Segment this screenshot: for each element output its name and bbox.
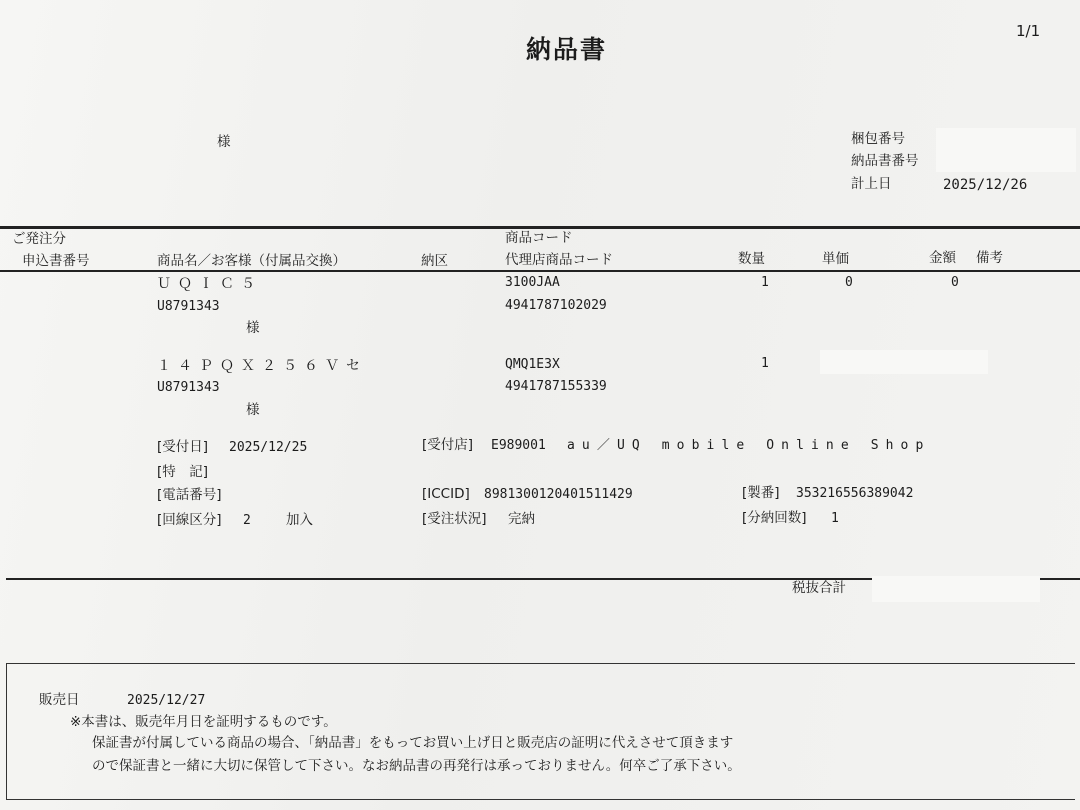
- item-amount: 0: [951, 275, 959, 290]
- iccid-label: [ICCID]: [422, 486, 470, 502]
- unit-price-header: 単価: [822, 251, 849, 267]
- header-bottom-rule: [0, 270, 1080, 272]
- agency-code-header: 代理店商品コード: [505, 252, 613, 268]
- phone-label: [電話番号]: [157, 487, 222, 503]
- item-quantity: 1: [761, 275, 769, 290]
- item-agency-code: 4941787155339: [505, 379, 607, 394]
- header-top-rule: [0, 226, 1080, 229]
- received-store-label: [受付店]: [422, 437, 474, 453]
- posting-date-label: 計上日: [851, 176, 892, 192]
- item-unit-price: 0: [845, 275, 853, 290]
- delivery-area-header: 納区: [421, 253, 448, 269]
- redacted-area: [872, 576, 1040, 602]
- application-number-header: 申込書番号: [22, 253, 90, 269]
- redacted-area: [936, 128, 1076, 172]
- order-status-label: [受注状況]: [422, 511, 487, 527]
- order-type-header: ご発注分: [12, 231, 66, 247]
- customer-honorific: 様: [217, 134, 231, 150]
- received-store-name: au／UQ mobile Online Shop: [567, 438, 931, 453]
- item-product-code: QMQ1E3X: [505, 357, 560, 372]
- product-code-header: 商品コード: [505, 230, 573, 246]
- item-honorific: 様: [246, 320, 260, 336]
- sale-date-label: 販売日: [39, 692, 80, 708]
- installments-value: 1: [831, 511, 839, 526]
- footer-note: ので保証書と一緒に大切に保管して下さい。なお納品書の再発行は承っておりません。何卒ご了承下さい。: [92, 758, 741, 774]
- page-number: 1/1: [1016, 22, 1041, 40]
- serial-value: 353216556389042: [796, 486, 914, 501]
- amount-header: 金額: [929, 250, 956, 266]
- received-date-label: [受付日]: [157, 439, 209, 455]
- notes-label: [特 記]: [157, 464, 209, 480]
- received-date-value: 2025/12/25: [229, 440, 308, 455]
- redacted-area: [820, 350, 988, 374]
- received-store-code: E989001: [491, 438, 546, 453]
- item-product-code: 3100JAA: [505, 275, 560, 290]
- item-quantity: 1: [761, 356, 769, 371]
- remarks-header: 備考: [976, 250, 1003, 266]
- quantity-header: 数量: [738, 251, 765, 267]
- sale-date-value: 2025/12/27: [127, 693, 206, 708]
- posting-date-value: 2025/12/26: [943, 177, 1028, 193]
- item-name: １４ＰＱＸ２５６Ｖセ: [157, 358, 367, 374]
- line-type-label: [回線区分]: [157, 512, 222, 528]
- footer-note: ※本書は、販売年月日を証明するものです。: [70, 714, 337, 730]
- item-honorific: 様: [246, 402, 260, 418]
- serial-label: [製番]: [742, 485, 780, 501]
- line-type-value: 2: [243, 513, 251, 528]
- delivery-number-label: 納品書番号: [851, 153, 919, 169]
- item-customer-id: U8791343: [157, 299, 220, 314]
- order-status-value: 完納: [508, 511, 535, 527]
- footer-box: [6, 663, 1075, 800]
- line-type-text: 加入: [286, 512, 313, 528]
- packing-number-label: 梱包番号: [851, 131, 905, 147]
- footer-note: 保証書が付属している商品の場合、「納品書」をもってお買い上げ日と販売店の証明に代えさせて頂きます: [92, 735, 734, 751]
- product-name-header: 商品名／お客様（付属品交換）: [157, 253, 346, 269]
- item-customer-id: U8791343: [157, 380, 220, 395]
- item-agency-code: 4941787102029: [505, 298, 607, 313]
- iccid-value: 8981300120401511429: [484, 487, 633, 502]
- subtotal-label: 税抜合計: [792, 580, 846, 596]
- installments-label: [分納回数]: [742, 510, 807, 526]
- document-title: 納品書: [526, 35, 608, 64]
- item-name: ＵＱＩＣ５: [157, 276, 262, 292]
